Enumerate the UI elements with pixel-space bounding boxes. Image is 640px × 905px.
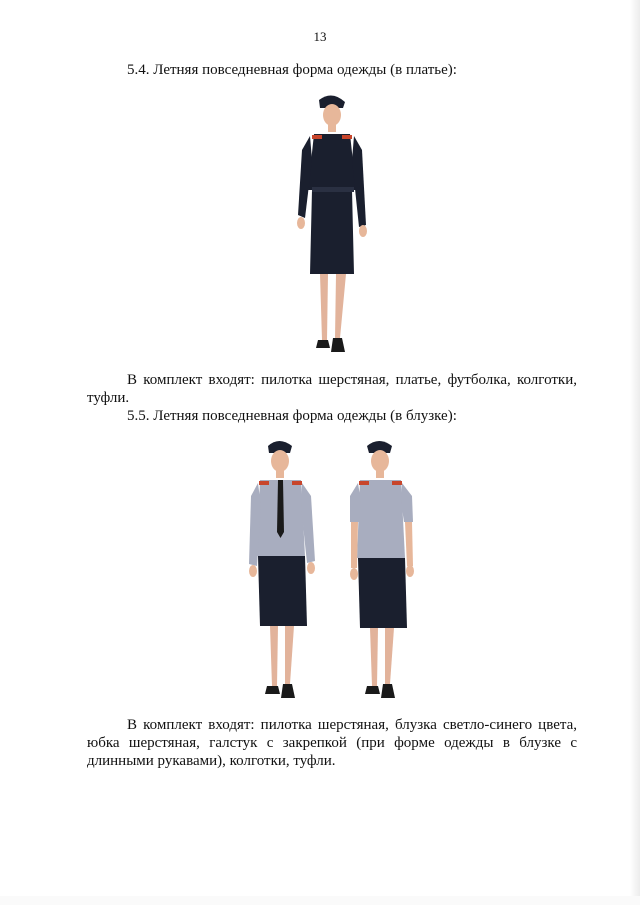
page-bottom-edge (0, 896, 640, 905)
section-5-5-kit-text-content: В комплект входят: пилотка шерстяная, блузка светло-синего цвета, юбка шерстяная, галстук с закрепкой (при форме одежды в блузке с длинными рукавами), колготки, туфли. (87, 717, 577, 769)
section-5-5-kit-text (87, 716, 577, 770)
section-5-4-kit-text (87, 371, 577, 407)
dress-uniform-figure (290, 90, 380, 360)
section-5-4-kit-text-content: В комплект входят: пилотка шерстяная, платье, футболка, колготки, туфли. (87, 372, 577, 406)
section-5-5-heading: 5.5. Летняя повседневная форма одежды (в блузке): (127, 408, 457, 424)
section-5-4-heading: 5.4. Летняя повседневная форма одежды (в платье): (127, 62, 457, 78)
short-sleeve-blouse-figure (345, 436, 425, 701)
page-edge-shadow (630, 0, 640, 905)
long-sleeve-blouse-figure (245, 436, 325, 701)
page-number: 13 (313, 29, 327, 44)
